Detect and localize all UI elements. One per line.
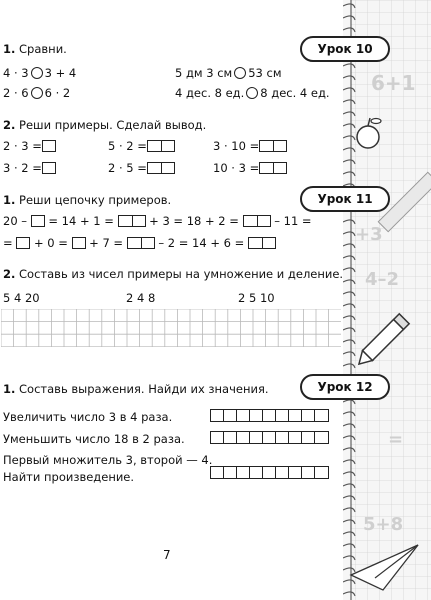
- task-title: Сравни.: [19, 42, 67, 56]
- task-number: 2.: [3, 267, 16, 281]
- task-chain: [3, 193, 171, 207]
- equation-text: 5 · 2 =: [108, 139, 147, 153]
- answer-box[interactable]: [118, 215, 146, 227]
- equation: [213, 161, 287, 175]
- answer-box[interactable]: [259, 162, 287, 174]
- expr-right: 6 · 2: [44, 86, 71, 100]
- decor-text: 4–2: [365, 269, 400, 290]
- compare-row: [175, 66, 282, 80]
- expr-right: 53 см: [248, 66, 282, 80]
- question: Уменьшить число 18 в 2 раза.: [3, 432, 185, 446]
- equation: [108, 139, 175, 153]
- equation: [108, 161, 175, 175]
- chain-row: [3, 236, 276, 250]
- answer-box[interactable]: [127, 237, 155, 249]
- decor-text: 6+1: [371, 71, 416, 95]
- number-set: 2 5 10: [238, 291, 275, 305]
- lesson-12-badge: Урок 12: [300, 374, 390, 400]
- decor-text: 5+8: [363, 514, 404, 535]
- answer-box[interactable]: [248, 237, 276, 249]
- task-number: 1.: [3, 382, 16, 396]
- expr-left: 4 дес. 8 ед.: [175, 86, 245, 100]
- task-compose: [3, 267, 343, 281]
- lesson-10-badge: Урок 10: [300, 36, 390, 62]
- lesson-11-badge: Урок 11: [300, 186, 390, 212]
- compare-row: [3, 66, 76, 80]
- compare-circle[interactable]: [246, 87, 258, 99]
- answer-cells[interactable]: [210, 430, 329, 444]
- task-expressions: [3, 382, 269, 396]
- compare-circle[interactable]: [31, 87, 43, 99]
- compare-row: [3, 86, 70, 100]
- task-title: Составь из чисел примеры на умножение и деление.: [19, 267, 344, 281]
- answer-cells[interactable]: [210, 408, 329, 422]
- equation-text: 3 · 10 =: [213, 139, 260, 153]
- answer-box[interactable]: [16, 237, 30, 249]
- answer-box[interactable]: [31, 215, 45, 227]
- task-title: Реши цепочку примеров.: [19, 193, 172, 207]
- answer-box[interactable]: [243, 215, 271, 227]
- question: Первый множитель 3, второй — 4.: [3, 453, 213, 467]
- expr-right: 3 + 4: [44, 66, 77, 80]
- number-set: 5 4 20: [3, 291, 40, 305]
- task-title: Реши примеры. Сделай вывод.: [19, 118, 207, 132]
- answer-box[interactable]: [42, 162, 56, 174]
- page-number: 7: [163, 548, 171, 562]
- chain-text: – 11 =: [274, 214, 312, 228]
- chain-text: = 14 + 1 =: [48, 214, 114, 228]
- chain-row: [3, 214, 312, 228]
- equation-text: 10 · 3 =: [213, 161, 260, 175]
- answer-box[interactable]: [72, 237, 86, 249]
- compare-circle[interactable]: [31, 67, 43, 79]
- equation-text: 3 · 2 =: [3, 161, 42, 175]
- equation: [3, 161, 56, 175]
- answer-box[interactable]: [147, 162, 175, 174]
- task-title: Составь выражения. Найди их значения.: [19, 382, 269, 396]
- decor-text: +3: [355, 224, 383, 245]
- expr-left: 4 · 3: [3, 66, 29, 80]
- task-number: 2.: [3, 118, 16, 132]
- question: Найти произведение.: [3, 470, 135, 484]
- task-number: 1.: [3, 193, 16, 207]
- number-set: 2 4 8: [126, 291, 156, 305]
- answer-grid[interactable]: [1, 309, 341, 347]
- expr-left: 2 · 6: [3, 86, 29, 100]
- question: Увеличить число 3 в 4 раза.: [3, 410, 173, 424]
- equation: [213, 139, 287, 153]
- chain-text: 20 –: [3, 214, 28, 228]
- chain-text: + 0 =: [33, 236, 68, 250]
- expr-left: 5 дм 3 см: [175, 66, 233, 80]
- expr-right: 8 дес. 4 ед.: [260, 86, 330, 100]
- equation-text: 2 · 3 =: [3, 139, 42, 153]
- decor-text: =: [388, 429, 404, 450]
- task-compare: [3, 42, 67, 56]
- decorative-notebook-margin: [343, 0, 431, 600]
- task-solve: [3, 118, 206, 132]
- equation-text: 2 · 5 =: [108, 161, 147, 175]
- equation: [3, 139, 56, 153]
- answer-box[interactable]: [42, 140, 56, 152]
- answer-box[interactable]: [147, 140, 175, 152]
- chain-text: – 2 = 14 + 6 =: [158, 236, 245, 250]
- chain-text: + 7 =: [89, 236, 124, 250]
- answer-box[interactable]: [259, 140, 287, 152]
- chain-text: =: [3, 236, 13, 250]
- chain-text: + 3 = 18 + 2 =: [149, 214, 239, 228]
- answer-cells[interactable]: [210, 465, 329, 479]
- compare-circle[interactable]: [234, 67, 246, 79]
- task-number: 1.: [3, 42, 16, 56]
- compare-row: [175, 86, 330, 100]
